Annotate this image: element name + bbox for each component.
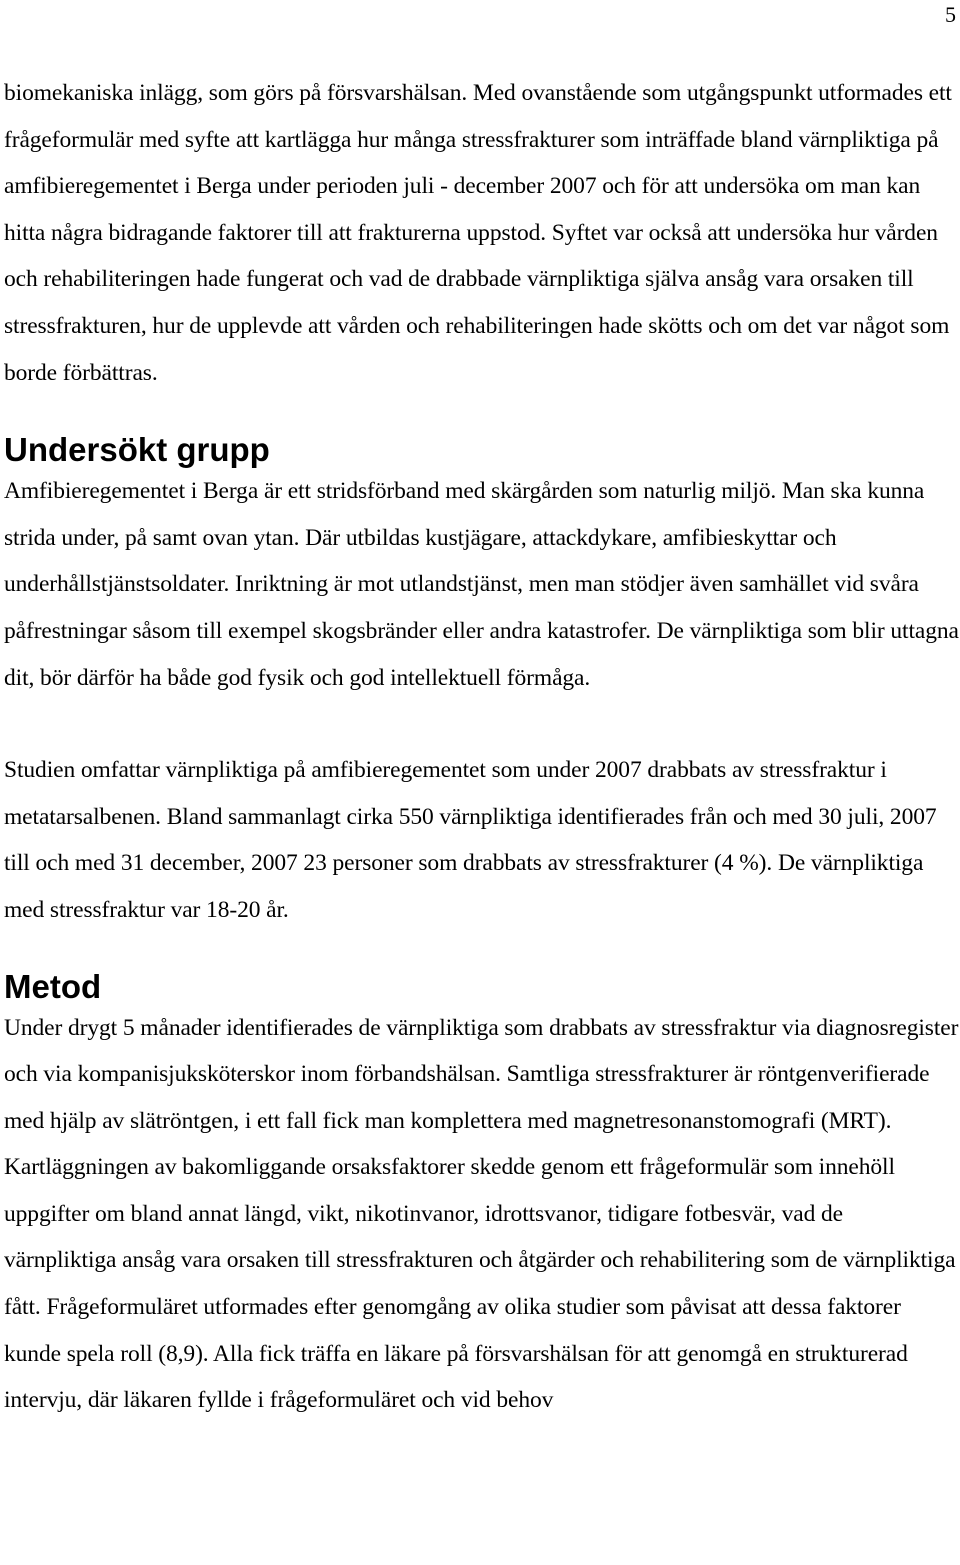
group-paragraph: Amfibieregementet i Berga är ett stridsförband med skärgården som naturlig miljö. Man ska kunna strida under, på samt ovan ytan. Där utbildas kustjägare, attackdykare, amfibieskyttar och underhållstjänstsoldater. Inriktning är mot utlandstjänst, men man stödjer även samhället vid svåra påfrestningar såsom till exempel skogsbränder eller andra katastrofer. De värnpliktiga som blir uttagna dit, bör därför ha både god fysik och god intellektuell förmåga. (4, 478, 959, 691)
method-paragraph: Under drygt 5 månader identifierades de värnpliktiga som drabbats av stressfraktur via diagnosregister och via kompanisjuksköterskor inom förbandshälsan. Samtliga stressfrakturer är röntgenverifierade med hjälp av slätröntgen, i ett fall fick man komplettera med magnetresonanstomografi (MRT). Kartläggningen av bakomliggande orsaksfaktorer skedde genom ett frågeformulär som innehöll uppgifter om bland annat längd, vikt, nikotinvanor, idrottsvanor, tidigare fotbesvär, vad de värnpliktiga ansåg vara orsaken till stressfrakturen och åtgärder och rehabilitering som de värnpliktiga fått. Frågeformuläret utformades efter genomgång av olika studier som påvisat att dessa faktorer kunde spela roll (8,9). Alla fick träffa en läkare på försvarshälsan för att genomgå en strukturerad intervju, där läkaren fyllde i frågeformuläret och vid behov (4, 1014, 959, 1414)
section-heading-undersokt-grupp: Undersökt grupp (4, 431, 270, 469)
intro-paragraph: biomekaniska inlägg, som görs på försvarshälsan. Med ovanstående som utgångspunkt utformades ett frågeformulär med syfte att kartlägga hur många stressfrakturer som inträffade bland värnpliktiga på amfibieregementet i Berga under perioden juli - december 2007 och för att undersöka om man kan hitta några bidragande faktorer till att frakturerna uppstod. Syftet var också att undersöka hur vården och rehabiliteringen hade fungerat och vad de drabbade värnpliktiga själva ansåg vara orsaken till stressfrakturen, hur de upplevde att vården och rehabiliteringen hade skötts och om det var något som borde förbättras. (4, 80, 952, 386)
document-body (4, 70, 960, 1424)
section-heading-metod: Metod (4, 967, 102, 1005)
page-number: 5 (945, 2, 956, 27)
study-paragraph: Studien omfattar värnpliktiga på amfibieregementet som under 2007 drabbats av stressfraktur i metatarsalbenen. Bland sammanlagt cirka 550 värnpliktiga identifierades från och med 30 juli, 2007 till och med 31 december, 2007 23 personer som drabbats av stressfrakturer (4 %). De värnpliktiga med stressfraktur var 18-20 år. (4, 757, 937, 923)
